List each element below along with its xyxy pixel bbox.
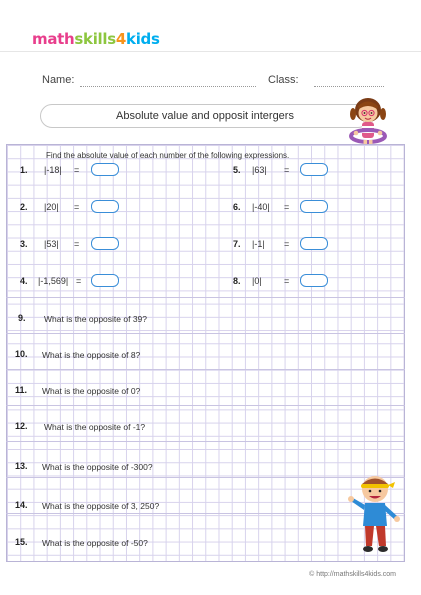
- logo-part-skills: skills: [74, 30, 116, 48]
- item-number: 14.: [15, 500, 28, 510]
- row-divider: [6, 369, 405, 370]
- row-divider: [6, 405, 405, 406]
- answer-box[interactable]: [91, 200, 119, 213]
- item-number: 7.: [233, 239, 241, 249]
- equals-sign: =: [76, 276, 82, 286]
- item-expression: |20|: [44, 202, 59, 212]
- name-label: Name:: [42, 74, 75, 86]
- boy-illustration-icon: [345, 472, 405, 558]
- worksheet-title: [40, 104, 370, 128]
- equals-sign: =: [74, 239, 80, 249]
- row-divider: [6, 441, 405, 442]
- equals-sign: =: [284, 165, 290, 175]
- header-divider: [0, 51, 421, 52]
- equals-sign: =: [74, 202, 80, 212]
- equals-sign: =: [74, 165, 80, 175]
- question-text: What is the opposite of 3, 250?: [42, 501, 160, 511]
- item-number: 2.: [20, 202, 28, 212]
- class-field[interactable]: [314, 86, 384, 87]
- item-number: 6.: [233, 202, 241, 212]
- equals-sign: =: [284, 239, 290, 249]
- answer-box[interactable]: [300, 237, 328, 250]
- worksheet-title-text: Absolute value and opposit intergers: [116, 110, 294, 122]
- answer-box[interactable]: [91, 274, 119, 287]
- answer-box[interactable]: [91, 237, 119, 250]
- logo-part-four: 4: [115, 30, 127, 48]
- item-number: 12.: [15, 421, 28, 431]
- item-number: 9.: [18, 313, 26, 323]
- answer-box[interactable]: [300, 200, 328, 213]
- question-text: What is the opposite of -50?: [42, 538, 148, 548]
- item-expression: |-40|: [252, 202, 270, 212]
- item-expression: |53|: [44, 239, 59, 249]
- answer-box[interactable]: [300, 274, 328, 287]
- question-text: What is the opposite of 0?: [42, 386, 141, 396]
- item-number: 8.: [233, 276, 241, 286]
- item-number: 13.: [15, 461, 28, 471]
- question-text: What is the opposite of 39?: [44, 314, 148, 324]
- item-number: 11.: [15, 385, 28, 395]
- item-expression: |-18|: [44, 165, 62, 175]
- item-number: 10.: [15, 349, 28, 359]
- equals-sign: =: [284, 202, 290, 212]
- class-label: Class:: [268, 74, 299, 86]
- brand-logo: [32, 30, 160, 48]
- item-number: 3.: [20, 239, 28, 249]
- item-expression: |-1|: [252, 239, 265, 249]
- item-expression: |-1,569|: [38, 276, 69, 286]
- item-number: 4.: [20, 276, 28, 286]
- item-expression: |0|: [252, 276, 262, 286]
- question-text: What is the opposite of -1?: [44, 422, 146, 432]
- question-text: What is the opposite of -300?: [42, 462, 153, 472]
- question-text: What is the opposite of 8?: [42, 350, 141, 360]
- item-expression: |63|: [252, 165, 267, 175]
- section-divider: [6, 297, 405, 298]
- row-divider: [6, 333, 405, 334]
- answer-box[interactable]: [300, 163, 328, 176]
- logo-part-kids: kids: [126, 30, 160, 48]
- item-number: 1.: [20, 165, 28, 175]
- logo-part-math: math: [32, 30, 75, 48]
- footer-url[interactable]: © http://mathskills4kids.com: [309, 571, 396, 578]
- instructions-text: Find the absolute value of each number of the following expressions.: [46, 151, 290, 160]
- equals-sign: =: [284, 276, 290, 286]
- answer-box[interactable]: [91, 163, 119, 176]
- item-number: 5.: [233, 165, 241, 175]
- name-field[interactable]: [80, 86, 256, 87]
- item-number: 15.: [15, 537, 28, 547]
